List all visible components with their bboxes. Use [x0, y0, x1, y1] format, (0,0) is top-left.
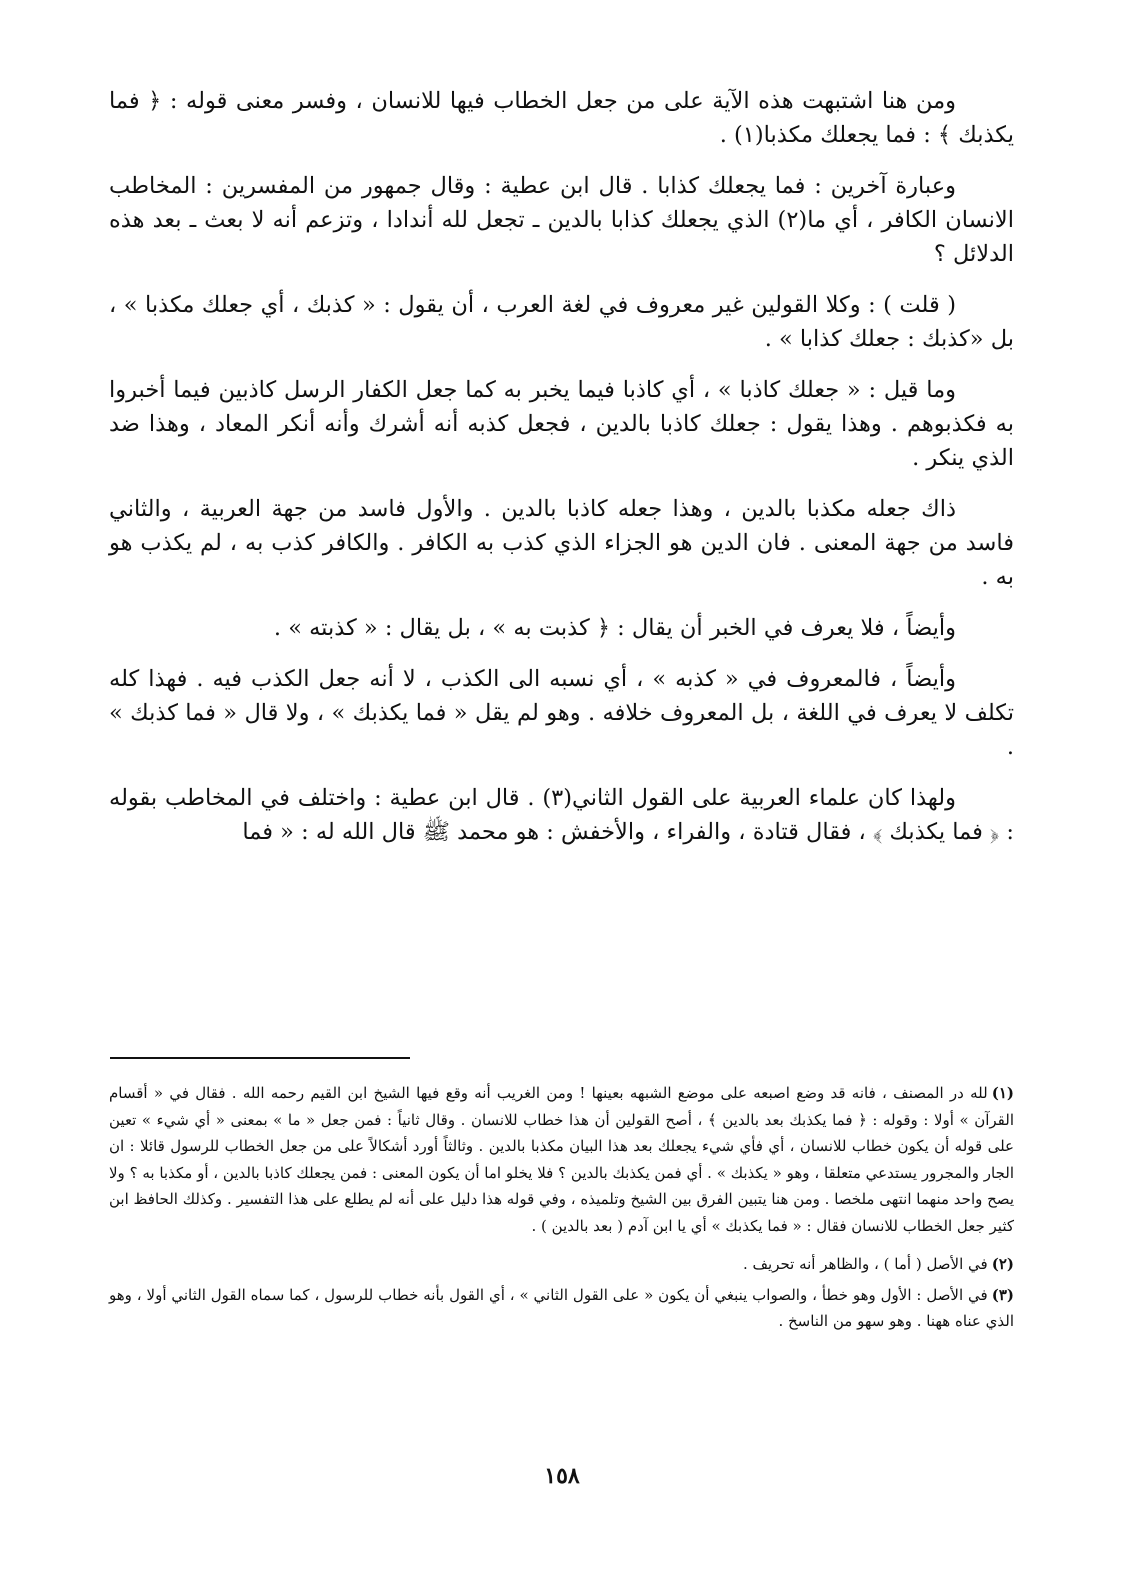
paragraph-4-text: وما قيل : « جعلك كاذبا » ، أي كاذبا فيما يخبر به كما جعل الكفار الرسل كاذبين فيما أخبروا به فكذبوهم . وهذا يقول : جعلك كاذبا بالدين ، فجعل كذبه أنه أشرك وأنه أنكر المعاد ، وهذا ضد الذي ينكر .: [109, 377, 1014, 471]
footnote-2-text: في الأصل ( أما ) ، والظاهر أنه تحريف .: [742, 1255, 988, 1273]
paragraph-2: [109, 169, 1014, 271]
page-number: ١٥٨: [544, 1463, 580, 1489]
paragraph-5: [109, 492, 1014, 594]
footnote-1-text: لله در المصنف ، فانه قد وضع اصبعه على موضع الشبهه بعينها ! ومن الغريب أنه وقع فيها الشيخ ابن القيم رحمه الله . فقال في « أقسام القرآن » أولا : وقوله : ﴿ فما يكذبك بعد بالدين ﴾ ، أصح القولين أن هذا خطاب للانسان . وقال ثانياً : فمن جعل « ما » بمعنى « أي شيء » تعين على قوله أن يكون خطاب للانسان ، أي فأي شيء يجعلك بعد هذا البيان مكذبا بالدين . وثالثاً أورد أشكالاً على من جعل الخطاب للرسول قائلا : ان الجار والمجرور يستدعي متعلقا ، وهو « يكذبك » . أي فمن يكذبك بالدين ؟ فلا يخلو اما أن يكون المعنى : فمن يجعلك كاذبا بالدين ، أو مكذبا به ؟ ولا يصح واحد منهما انتهى ملخصا . ومن هنا يتبين الفرق بين الشيخ وتلميذه ، وفي قوله هذا دليل على أنه لم يطلع على هذا التفسير . وكذلك الحافظ ابن كثير جعل الخطاب للانسان فقال : « فما يكذبك » أي يا ابن آدم ( بعد بالدين ) .: [109, 1084, 1014, 1235]
footnote-3-text: في الأصل : الأول وهو خطأ ، والصواب ينبغي أن يكون « على القول الثاني » ، أي القول بأنه خطاب للرسول ، كما سماه القول الثاني أولا ، وهو الذي عناه ههنا . وهو سهو من الناسخ .: [109, 1285, 1014, 1330]
paragraph-8-text: ولهذا كان علماء العربية على القول الثاني(٣) . قال ابن عطية : واختلف في المخاطب بقوله : ﴿ فما يكذبك ﴾ ، فقال قتادة ، والفراء ، والأخفش : هو محمد ﷺ قال الله له : « فما: [109, 785, 1014, 845]
footnote-divider: [110, 1057, 410, 1059]
paragraph-1-text: ومن هنا اشتبهت هذه الآية على من جعل الخطاب فيها للانسان ، وفسر معنى قوله : ﴿ فما يكذبك ﴾ : فما يجعلك مكذبا(١) .: [109, 88, 1014, 148]
footnote-1: [109, 1080, 1014, 1239]
footnote-3-number: (٣): [991, 1285, 1014, 1304]
footnote-2: [109, 1251, 1014, 1278]
main-text: [109, 84, 1014, 866]
footnote-group: [109, 1251, 1014, 1335]
footnote-3: [109, 1282, 1014, 1335]
paragraph-7: [109, 662, 1014, 764]
footnotes: [109, 1080, 1014, 1347]
footnote-1-number: (١): [991, 1084, 1014, 1102]
paragraph-7-text: وأيضاً ، فالمعروف في « كذبه » ، أي نسبه الى الكذب ، لا أنه جعل الكذب فيه . فهذا كله تكلف لا يعرف في اللغة ، بل المعروف خلافه . وهو لم يقل « فما يكذبك » ، ولا قال « فما كذبك » .: [109, 666, 1014, 760]
paragraph-3-text: ( قلت ) : وكلا القولين غير معروف في لغة العرب ، أن يقول : « كذبك ، أي جعلك مكذبا » ، بل «كذبك : جعلك كذابا » .: [109, 292, 1014, 352]
paragraph-6-text: وأيضاً ، فلا يعرف في الخبر أن يقال : ﴿ كذبت به » ، بل يقال : « كذبته » .: [273, 615, 956, 641]
paragraph-5-text: ذاك جعله مكذبا بالدين ، وهذا جعله كاذبا بالدين . والأول فاسد من جهة العربية ، والثاني فاسد من جهة المعنى . فان الدين هو الجزاء الذي كذب به الكافر . والكافر كذب به ، لم يكذب هو به .: [109, 496, 1014, 590]
paragraph-4: [109, 373, 1014, 475]
paragraph-2-text: وعبارة آخرين : فما يجعلك كذابا . قال ابن عطية : وقال جمهور من المفسرين : المخاطب الانسان الكافر ، أي ما(٢) الذي يجعلك كذابا بالدين ـ تجعل لله أندادا ، وتزعم أنه لا بعث ـ بعد هذه الدلائل ؟: [109, 173, 1014, 267]
footnote-2-number: (٢): [991, 1255, 1014, 1273]
paragraph-3: [109, 288, 1014, 356]
paragraph-6: [109, 611, 1014, 645]
paragraph-8: [109, 781, 1014, 849]
paragraph-1: [109, 84, 1014, 152]
